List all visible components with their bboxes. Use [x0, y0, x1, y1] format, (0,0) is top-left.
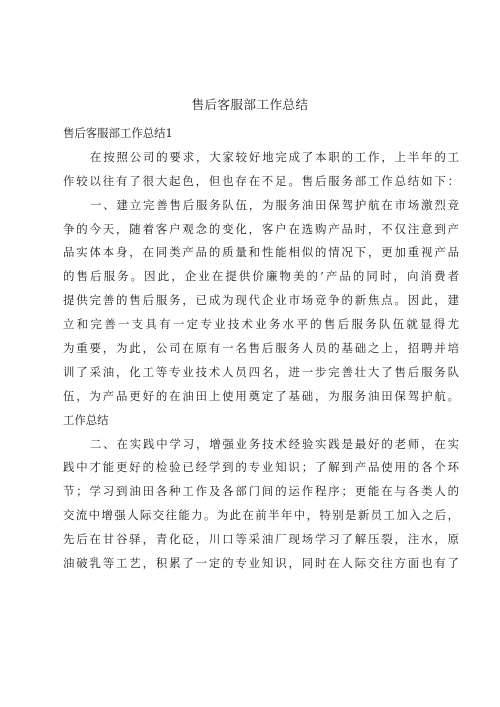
document-body: [63, 122, 459, 576]
body-line: 先后在甘谷驿，青化砭，川口等采油厂现场学习了解压裂，注水，原: [63, 532, 459, 547]
body-line: 二、在实践中学习，增强业务技术经验实践是最好的老师，在实: [90, 436, 459, 451]
body-line: 践中才能更好的检验已经学到的专业知识；了解到产品使用的各个环: [63, 460, 459, 475]
body-line: 油破乳等工艺，积累了一定的专业知识，同时在人际交往方面也有了: [63, 556, 459, 571]
body-line: 立和完善一支具有一定专业技术业务水平的售后服务队伍就显得尤: [63, 317, 459, 332]
body-line: 一、建立完善售后服务队伍，为服务油田保驾护航在市场激烈竞: [90, 197, 459, 212]
body-line: 训了采油，化工等专业技术人员四名，进一步完善壮大了售后服务队: [63, 364, 459, 379]
body-line: 节；学习到油田各种工作及各部门间的运作程序；更能在与各类人的: [63, 484, 459, 499]
body-line: 在按照公司的要求，大家较好地完成了本职的工作，上半年的工: [90, 149, 459, 164]
body-line: 作较以往有了很大起色，但也存在不足。售后服务部工作总结如下：: [63, 173, 459, 188]
body-line: 工作总结: [63, 412, 109, 427]
body-line: 提供完善的售后服务，已成为现代企业市场竞争的新焦点。因此，建: [63, 293, 459, 308]
document-title: 售后客服部工作总结: [191, 97, 309, 112]
body-line: 为重要，为此，公司在原有一名售后服务人员的基础之上，招聘并培: [63, 341, 459, 356]
body-line: 品实体本身，在同类产品的质量和性能相似的情况下，更加重视产品: [63, 245, 459, 260]
body-line: 售后客服部工作总结1: [63, 126, 173, 140]
body-line: 伍，为产品更好的在油田上使用奠定了基础，为服务油田保驾护航。: [63, 388, 459, 403]
body-line: 交流中增强人际交往能力。为此在前半年中，特别是新员工加入之后，: [63, 508, 459, 523]
body-line: 争的今天，随着客户观念的变化，客户在选购产品时，不仅注意到产: [63, 221, 459, 236]
body-line: 的售后服务。因此，企业在提供价廉物美的’产品的同时，向消费者: [63, 269, 459, 284]
